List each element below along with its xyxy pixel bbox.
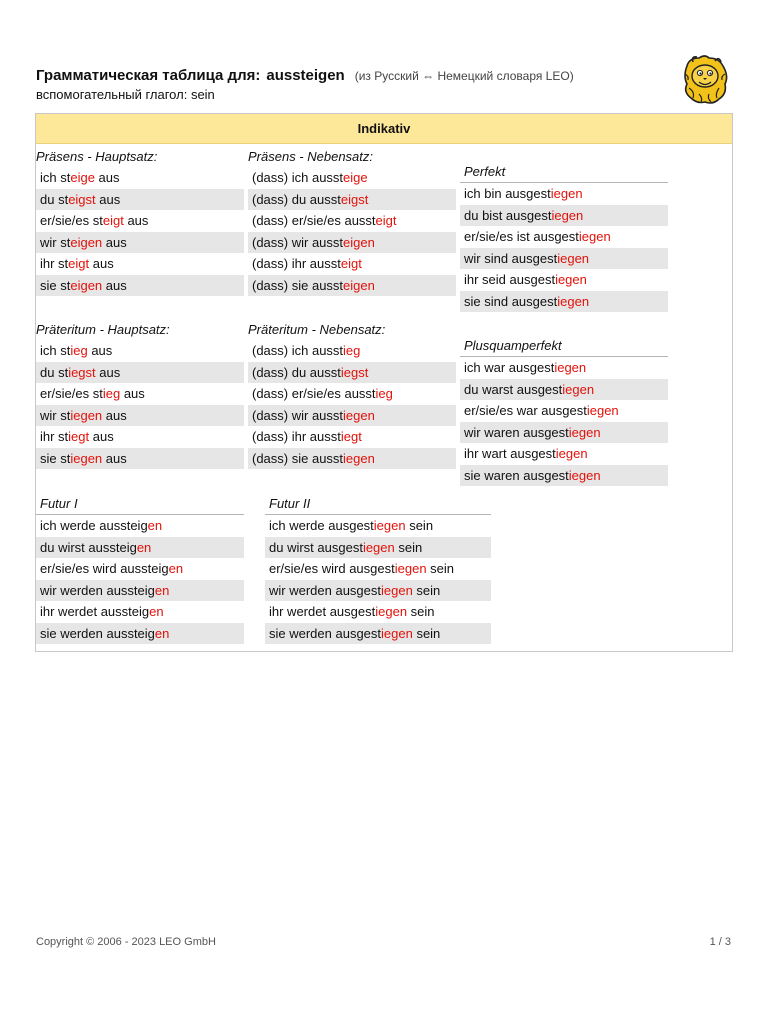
conjugation-row (460, 379, 668, 401)
conjugation-end: iegt (340, 429, 362, 444)
conjugation-pre: du st (40, 364, 69, 380)
conjugation-pre: er/sie/es ist ausgest (464, 229, 579, 244)
conjugation-pre: sie st (40, 277, 71, 293)
conjugation-pre: ich st (40, 170, 71, 185)
indikativ-header: Indikativ (36, 114, 732, 144)
conjugation-pre: ihr st (40, 256, 69, 271)
conjugation-row (460, 357, 668, 379)
conjugation-row (265, 537, 491, 559)
conjugation-end: iegen (557, 250, 590, 266)
conjugation-pre: ich war ausgest (464, 360, 555, 375)
conjugation-row (460, 291, 668, 313)
conjugation-pre: (dass) er/sie/es ausst (252, 386, 376, 401)
conjugation-post: aus (89, 256, 114, 271)
conjugation-end: iegt (68, 429, 90, 444)
conjugation-pre: sie werden ausgest (269, 625, 382, 641)
conjugation-end: ieg (102, 386, 121, 401)
conjugation-pre: ihr werdet ausgest (269, 604, 376, 619)
conjugation-end: en (154, 582, 170, 598)
conjugation-end: ieg (343, 343, 361, 358)
conjugation-pre: ihr werdet aussteig (40, 604, 150, 619)
conjugation-row (248, 253, 456, 275)
conjugation-post: aus (102, 407, 127, 423)
conjugation-end: iegen (568, 467, 601, 483)
block-futur-1 (36, 494, 244, 644)
conjugation-row (265, 515, 491, 537)
conjugation-end: iegen (375, 604, 408, 619)
conjugation-end: en (168, 561, 184, 576)
conjugation-end: iegen (568, 424, 601, 440)
dictionary-source: (из Русский ⇔ Немецкий словаря LEO) (354, 69, 574, 83)
conjugation-pre: ich werde ausgest (269, 518, 374, 533)
tense-label: Futur I (36, 494, 244, 515)
conjugation-pre: (dass) ich ausst (252, 170, 344, 185)
conjugation-pre: wir werden aussteig (40, 582, 155, 598)
conjugation-pre: (dass) ihr ausst (252, 429, 341, 444)
block-perfekt (460, 162, 668, 312)
conjugation-end: eigt (68, 256, 90, 271)
conjugation-end: en (149, 604, 164, 619)
conjugation-row (36, 448, 244, 470)
tense-label: Plusquamperfekt (460, 336, 668, 357)
title-line (36, 67, 676, 85)
conjugation-end: iegen (362, 539, 395, 555)
conjugation-end: iegst (68, 364, 96, 380)
conjugation-end: iegen (343, 450, 375, 466)
conjugation-pre: du st (40, 191, 69, 207)
conjugation-end: eigen (343, 234, 375, 250)
conjugation-post: sein (407, 604, 435, 619)
conjugation-row (265, 580, 491, 602)
conjugation-row (248, 426, 456, 448)
conjugation-end: eigst (68, 191, 96, 207)
block-praesens-hauptsatz (36, 147, 244, 296)
conjugation-pre: du warst ausgest (464, 381, 563, 397)
conjugation-end: iegen (70, 450, 103, 466)
conjugation-end: eigen (70, 277, 103, 293)
conjugation-row (36, 362, 244, 384)
conjugation-end: eigen (343, 277, 375, 293)
block-plusquamperfekt (460, 336, 668, 486)
conjugation-end: iegen (381, 625, 413, 641)
conjugation-pre: er/sie/es wird aussteig (40, 561, 169, 576)
conjugation-end: iegen (394, 561, 427, 576)
conjugation-pre: (dass) wir ausst (252, 407, 344, 423)
tense-label: Präteritum - Hauptsatz: (36, 322, 170, 337)
conjugation-end: eigt (102, 213, 124, 228)
conjugation-row (36, 580, 244, 602)
conjugation-pre: du bist ausgest (464, 207, 552, 223)
conjugation-end: en (154, 625, 170, 641)
conjugation-row (460, 248, 668, 270)
conjugation-post: aus (102, 450, 127, 466)
conjugation-post: aus (89, 429, 114, 444)
conjugation-row (248, 448, 456, 470)
conjugation-pre: sie sind ausgest (464, 293, 558, 309)
conjugation-post: aus (94, 170, 120, 185)
conjugation-post: sein (394, 539, 423, 555)
conjugation-end: en (136, 539, 152, 555)
conjugation-post: aus (120, 386, 145, 401)
tense-label: Futur II (265, 494, 491, 515)
conjugation-pre: (dass) er/sie/es ausst (252, 213, 376, 228)
conjugation-pre: (dass) du ausst (252, 364, 341, 380)
conjugation-row (265, 623, 491, 645)
conjugation-pre: sie waren ausgest (464, 467, 569, 483)
copyright: Copyright © 2006 - 2023 LEO GmbH (36, 936, 216, 948)
conjugation-row (265, 601, 491, 623)
conjugation-row (248, 405, 456, 427)
conjugation-end: iegen (381, 582, 413, 598)
conjugation-row (36, 167, 244, 189)
conjugation-row (36, 426, 244, 448)
conjugation-pre: (dass) wir ausst (252, 234, 344, 250)
block-futur-2 (265, 494, 491, 644)
conjugation-row (460, 400, 668, 422)
conjugation-row (248, 189, 456, 211)
conjugation-row (36, 405, 244, 427)
conjugation-row (248, 232, 456, 254)
conjugation-pre: wir st (40, 407, 71, 423)
conjugation-row (460, 226, 668, 248)
conjugation-row (460, 465, 668, 487)
conjugation-post: aus (95, 364, 121, 380)
conjugation-row (36, 232, 244, 254)
conjugation-row (36, 515, 244, 537)
headword: aussteigen (266, 67, 345, 84)
conjugation-end: ieg (375, 386, 393, 401)
conjugation-end: eigen (70, 234, 103, 250)
conjugation-pre: ich st (40, 343, 71, 358)
tense-label: Präsens - Hauptsatz: (36, 149, 158, 164)
conjugation-pre: ihr wart ausgest (464, 446, 556, 461)
conjugation-end: iegen (554, 360, 587, 375)
conjugation-post: aus (102, 234, 127, 250)
conjugation-row (36, 253, 244, 275)
conjugation-end: iegen (578, 229, 611, 244)
conjugation-end: eige (70, 170, 95, 185)
conjugation-end: iegen (562, 381, 595, 397)
conjugation-end: iegen (550, 186, 583, 201)
conjugation-pre: (dass) sie ausst (252, 450, 344, 466)
block-praeteritum-nebensatz (248, 320, 456, 469)
conjugation-pre: er/sie/es st (40, 386, 103, 401)
conjugation-row (248, 340, 456, 362)
conjugation-pre: wir werden ausgest (269, 582, 381, 598)
tense-label: Präsens - Nebensatz: (248, 149, 374, 164)
conjugation-row (248, 275, 456, 297)
conjugation-row (248, 362, 456, 384)
conjugation-pre: wir sind ausgest (464, 250, 558, 266)
page-number: 1 / 3 (709, 936, 731, 948)
conjugation-row (36, 558, 244, 580)
conjugation-pre: (dass) sie ausst (252, 277, 344, 293)
conjugation-end: iegen (557, 293, 590, 309)
conjugation-end: eige (343, 170, 368, 185)
page-header (36, 67, 676, 103)
conjugation-row (36, 275, 244, 297)
conjugation-row (248, 210, 456, 232)
auxiliary-verb: вспомогательный глагол: sein (36, 87, 215, 102)
conjugation-row (460, 269, 668, 291)
conjugation-row (460, 183, 668, 205)
conjugation-row (36, 189, 244, 211)
conjugation-end: iegen (555, 446, 588, 461)
conjugation-pre: du wirst ausgest (269, 539, 363, 555)
conjugation-post: sein (426, 561, 455, 576)
conjugation-end: iegen (586, 403, 619, 418)
conjugation-row (460, 443, 668, 465)
block-praesens-nebensatz (248, 147, 456, 296)
conjugation-pre: er/sie/es war ausgest (464, 403, 587, 418)
conjugation-post: aus (87, 343, 113, 358)
conjugation-pre: sie werden aussteig (40, 625, 155, 641)
conjugation-pre: er/sie/es st (40, 213, 103, 228)
conjugation-end: iegen (70, 407, 103, 423)
conjugation-end: en (147, 518, 163, 533)
conjugation-row (460, 422, 668, 444)
conjugation-end: iegen (555, 272, 587, 287)
conjugation-row (36, 623, 244, 645)
conjugation-post: aus (95, 191, 121, 207)
conjugation-pre: ich werde aussteig (40, 518, 148, 533)
conjugation-end: iegen (373, 518, 406, 533)
conjugation-pre: du wirst aussteig (40, 539, 137, 555)
conjugation-pre: (dass) ihr ausst (252, 256, 341, 271)
conjugation-row (248, 167, 456, 189)
conjugation-row (460, 205, 668, 227)
tense-label: Präteritum - Nebensatz: (248, 322, 386, 337)
conjugation-row (248, 383, 456, 405)
conjugation-pre: er/sie/es wird ausgest (269, 561, 395, 576)
conjugation-pre: wir waren ausgest (464, 424, 569, 440)
conjugation-row (36, 537, 244, 559)
conjugation-post: aus (102, 277, 127, 293)
conjugation-pre: (dass) du ausst (252, 191, 341, 207)
conjugation-pre: ihr seid ausgest (464, 272, 556, 287)
conjugation-end: iegen (343, 407, 375, 423)
conjugation-pre: wir st (40, 234, 71, 250)
page-title: Грамматическая таблица для: (36, 67, 261, 84)
conjugation-end: eigst (340, 191, 369, 207)
conjugation-pre: ihr st (40, 429, 69, 444)
conjugation-end: eigt (340, 256, 362, 271)
conjugation-row (36, 601, 244, 623)
leo-lion-logo-icon (679, 52, 731, 106)
conjugation-end: ieg (70, 343, 88, 358)
tense-label: Perfekt (460, 162, 668, 183)
block-praeteritum-hauptsatz (36, 320, 244, 469)
conjugation-post: sein (412, 582, 441, 598)
conjugation-post: aus (123, 213, 149, 228)
conjugation-row (265, 558, 491, 580)
conjugation-pre: (dass) ich ausst (252, 343, 344, 358)
conjugation-pre: ich bin ausgest (464, 186, 551, 201)
conjugation-pre: sie st (40, 450, 71, 466)
conjugation-row (36, 340, 244, 362)
conjugation-end: iegen (551, 207, 584, 223)
conjugation-post: sein (405, 518, 434, 533)
conjugation-row (36, 383, 244, 405)
conjugation-end: iegst (340, 364, 369, 380)
conjugation-post: sein (412, 625, 441, 641)
conjugation-end: eigt (375, 213, 397, 228)
conjugation-row (36, 210, 244, 232)
